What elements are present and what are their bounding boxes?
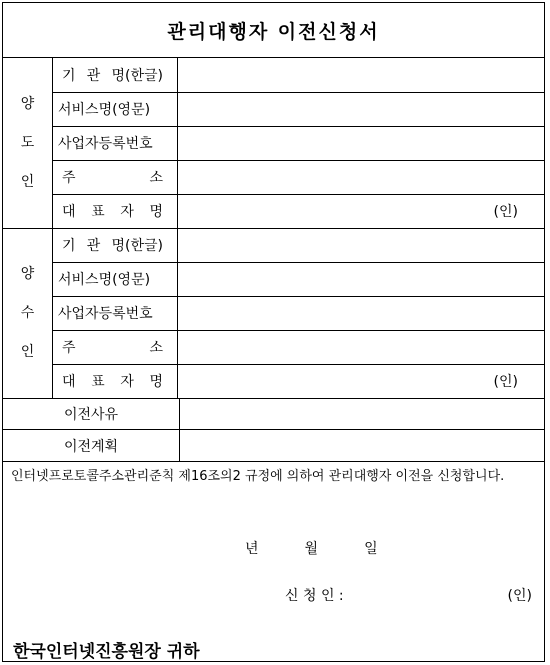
transferee-representative-row	[52, 364, 544, 398]
transfer-plan-row	[3, 430, 544, 462]
transferor-org-name-row	[52, 58, 544, 93]
label-char: 관	[86, 238, 101, 254]
label-char: 자	[120, 204, 134, 220]
transferee-label-char: 수	[20, 304, 35, 321]
year-label: 년	[245, 541, 259, 557]
seal-mark: (인)	[493, 374, 518, 390]
label-char: 표	[91, 374, 105, 390]
transferor-label-char: 양	[20, 95, 35, 112]
business-number-label: 사업자등록번호	[52, 296, 178, 330]
org-name-label	[52, 58, 178, 92]
transferee-section	[3, 228, 544, 399]
transferor-service-name-field[interactable]	[179, 92, 544, 126]
transferor-business-number-row	[52, 126, 544, 161]
label-char: 소	[149, 340, 163, 356]
transferor-label-char: 도	[20, 134, 35, 151]
applicant-seal: (인)	[507, 588, 532, 604]
label-char: 관	[86, 68, 101, 84]
label-char: 명	[149, 374, 163, 390]
transferee-representative-field[interactable]	[179, 364, 544, 398]
transferor-org-name-field[interactable]	[179, 58, 544, 92]
applicant-label: 신 청 인 :	[285, 588, 344, 604]
transferor-representative-row	[52, 194, 544, 228]
recipient: 한국인터넷진흥원장 귀하	[13, 642, 200, 662]
transferee-org-name-field[interactable]	[179, 228, 544, 262]
transferor-representative-field[interactable]	[179, 194, 544, 228]
transferee-address-row	[52, 330, 544, 365]
transferee-business-number-row	[52, 296, 544, 331]
transfer-reason-row	[3, 398, 544, 430]
representative-label	[52, 364, 178, 398]
label-char: 명(한글)	[111, 68, 163, 84]
transfer-reason-label: 이전사유	[3, 398, 180, 429]
transferor-service-name-row	[52, 92, 544, 127]
transferor-label	[3, 58, 53, 228]
label-char: 표	[91, 204, 105, 220]
transferor-section	[3, 58, 544, 229]
transferor-label-char: 인	[20, 173, 35, 190]
form-title: 관리대행자 이전신청서	[3, 3, 544, 58]
transfer-plan-label: 이전계획	[3, 430, 180, 461]
label-char: 명(한글)	[111, 238, 163, 254]
application-date	[245, 538, 378, 558]
service-name-label: 서비스명(영문)	[52, 262, 178, 296]
transferor-address-field[interactable]	[179, 160, 544, 194]
address-label	[52, 160, 178, 194]
transferor-business-number-field[interactable]	[179, 126, 544, 160]
address-label	[52, 330, 178, 364]
transferee-address-field[interactable]	[179, 330, 544, 364]
label-char: 명	[149, 204, 163, 220]
label-char: 대	[62, 204, 76, 220]
transferee-label-char: 인	[20, 343, 35, 360]
label-char: 기	[62, 238, 76, 254]
label-char: 주	[62, 170, 76, 186]
label-char: 소	[149, 170, 163, 186]
seal-mark: (인)	[493, 204, 518, 220]
application-statement: 인터넷프로토콜주소관리준칙 제16조의2 규정에 의하여 관리대행자 이전을 신청합니다.	[11, 469, 505, 484]
transferee-label	[3, 228, 53, 398]
day-label: 일	[364, 541, 378, 557]
transferee-service-name-field[interactable]	[179, 262, 544, 296]
label-char: 대	[62, 374, 76, 390]
transferee-org-name-row	[52, 228, 544, 263]
service-name-label: 서비스명(영문)	[52, 92, 178, 126]
transferee-label-char: 양	[20, 265, 35, 282]
transferee-service-name-row	[52, 262, 544, 297]
transfer-application-form	[2, 2, 545, 662]
month-label: 월	[304, 541, 319, 557]
business-number-label: 사업자등록번호	[52, 126, 178, 160]
transferee-business-number-field[interactable]	[179, 296, 544, 330]
label-char: 기	[62, 68, 76, 84]
representative-label	[52, 194, 178, 228]
transferor-address-row	[52, 160, 544, 195]
org-name-label	[52, 228, 178, 262]
label-char: 자	[120, 374, 134, 390]
label-char: 주	[62, 340, 76, 356]
